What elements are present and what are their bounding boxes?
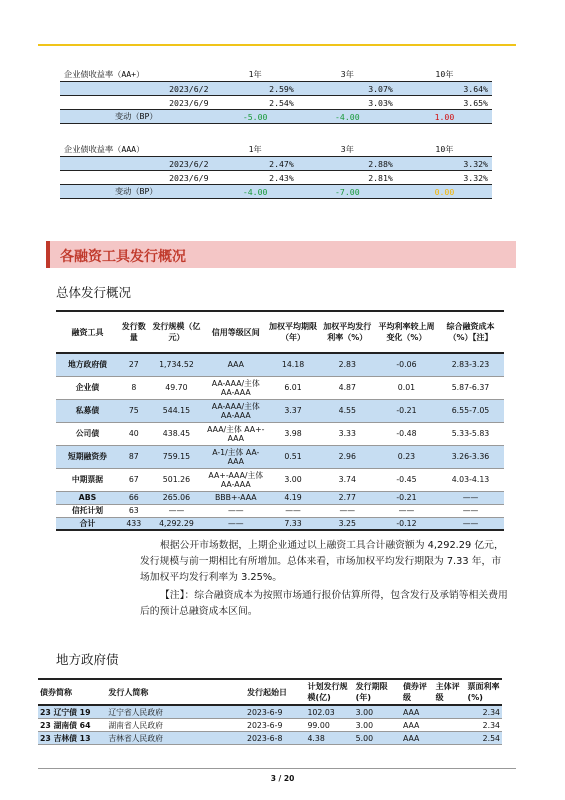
section-title: 各融资工具发行概况 [60,249,186,265]
col-1y: 1年 [213,68,298,82]
table-cell: 3.26-3.36 [437,445,504,468]
table-cell: AAA/主体 AA+-AAA [204,422,267,445]
col-10y: 10年 [397,143,492,157]
table-cell: 14.18 [267,353,318,376]
col-1y: 1年 [213,143,298,157]
col-header: 加权平均发行利率（%） [323,322,372,342]
table-cell: 2023-6-8 [245,732,305,745]
table-cell: 3.00 [354,719,401,732]
table-cell: AAA [401,705,434,719]
change-row: 变动（BP） -5.00 -4.00 1.00 [60,110,492,124]
table-cell: —— [437,504,504,517]
table-cell: 49.70 [149,376,205,399]
table-cell: -0.06 [376,353,437,376]
table-cell [434,719,466,732]
table-cell: —— [267,504,318,517]
table-row [38,705,502,719]
table-row: 2023/6/9 2.54% 3.03% 3.65% [60,96,492,110]
table-cell: 8 [119,376,149,399]
table-cell: 2023-6-9 [245,719,305,732]
table-cell: -0.12 [376,517,437,530]
local-gov-heading: 地方政府债 [56,652,119,667]
col-header: 发行期限(年) [355,682,388,702]
table-cell [434,732,466,745]
table-cell: 27 [119,353,149,376]
table-cell: AA+-AAA/主体 AA-AAA [204,468,267,491]
table-cell: AA-AAA/主体 AA-AAA [204,376,267,399]
table-cell: 2.77 [319,491,376,504]
table-row [56,517,504,530]
instrument-name: 地方政府债 [56,353,119,376]
section-banner [46,241,516,268]
table-row [56,468,504,491]
table-row [56,399,504,422]
instrument-name: 短期融资券 [56,445,119,468]
table-cell: 0.23 [376,445,437,468]
instrument-name: ABS [56,491,119,504]
table-row [56,504,504,517]
issuance-table [56,310,504,531]
page-number: 3 / 20 [270,774,295,783]
table-cell: 3.74 [319,468,376,491]
table-cell: 433 [119,517,149,530]
issuer-name: 吉林省人民政府 [106,732,245,745]
table-row [38,719,502,732]
table-cell: 2023-6-9 [245,705,305,719]
table-row [38,732,502,745]
instrument-name: 私募债 [56,399,119,422]
table-cell: 4.38 [305,732,353,745]
overview-heading: 总体发行概况 [56,285,132,300]
table-cell: —— [376,504,437,517]
table-cell: —— [319,504,376,517]
table-cell: —— [204,517,267,530]
table-cell: 6.01 [267,376,318,399]
col-header: 综合融资成本（%）【注】 [446,322,495,342]
table-cell: 438.45 [149,422,205,445]
col-header: 加权平均期限（年） [269,322,318,342]
table-cell: -0.48 [376,422,437,445]
table-cell: 102.03 [305,705,353,719]
table-cell: -0.21 [376,399,437,422]
table-cell: 4,292.29 [149,517,205,530]
col-header: 发行数量 [121,322,146,342]
table-cell: —— [149,504,205,517]
col-header: 发行人简称 [108,687,149,697]
table-cell: 6.55-7.05 [437,399,504,422]
col-header: 发行规模（亿元） [152,322,201,342]
yield-table-aa-plus [60,68,492,124]
bond-name: 23 辽宁债 19 [38,705,106,719]
col-header: 信用等级区间 [211,327,260,337]
table-row: 2023/6/2 2.47% 2.88% 3.32% [60,157,492,171]
col-header: 融资工具 [71,327,104,337]
instrument-name: 企业债 [56,376,119,399]
local-bond-table [38,678,502,745]
table-cell: BBB+-AAA [204,491,267,504]
table-cell: AA-AAA/主体 AA-AAA [204,399,267,422]
col-3y: 3年 [298,68,397,82]
col-header: 计划发行规模(亿) [307,682,348,702]
table-cell: -0.21 [376,491,437,504]
issuer-name: 湖南省人民政府 [106,719,245,732]
table-cell: 0.01 [376,376,437,399]
table-cell: —— [437,491,504,504]
table-cell: AAA [401,719,434,732]
table-cell: AAA [204,353,267,376]
footer-rule [38,768,516,769]
table-cell: 5.00 [354,732,401,745]
col-header: 发行起始日 [247,687,288,697]
table-cell: 75 [119,399,149,422]
table-row: 2023/6/9 2.43% 2.81% 3.32% [60,171,492,185]
col-header: 债券评级 [402,682,427,702]
table-cell: AAA [401,732,434,745]
col-3y: 3年 [298,143,397,157]
table-row [56,353,504,376]
table-cell: 2.34 [466,705,502,719]
table-cell: 1,734.52 [149,353,205,376]
table-cell: 4.19 [267,491,318,504]
table-cell: 3.00 [354,705,401,719]
table-cell: 3.33 [319,422,376,445]
table-cell: 4.55 [319,399,376,422]
issuer-name: 辽宁省人民政府 [106,705,245,719]
bond-name: 23 湖南债 64 [38,719,106,732]
header-rule [38,44,516,46]
table-cell: 87 [119,445,149,468]
table-row: 2023/6/2 2.59% 3.07% 3.64% [60,82,492,96]
table-cell: 4.03-4.13 [437,468,504,491]
yield-table-aaa [60,143,492,199]
table-row [56,491,504,504]
col-header: 票面利率(%) [467,682,500,702]
table-cell: —— [437,517,504,530]
table-cell: 66 [119,491,149,504]
yield-title: 企业债收益率（AAA） [60,143,213,157]
col-header: 主体评级 [435,682,460,702]
table-row [56,376,504,399]
table-cell: 5.87-6.37 [437,376,504,399]
instrument-name: 合计 [56,517,119,530]
table-cell: 2.83-3.23 [437,353,504,376]
table-cell: 99.00 [305,719,353,732]
instrument-name: 公司债 [56,422,119,445]
table-cell: 2.54 [466,732,502,745]
table-cell: 67 [119,468,149,491]
table-cell: 759.15 [149,445,205,468]
col-10y: 10年 [397,68,492,82]
table-cell: 3.25 [319,517,376,530]
table-cell: 40 [119,422,149,445]
table-cell: 2.83 [319,353,376,376]
change-row: 变动（BP） -4.00 -7.00 0.00 [60,185,492,199]
table-cell: 3.37 [267,399,318,422]
table-cell: 7.33 [267,517,318,530]
table-cell: 265.06 [149,491,205,504]
table-cell: 63 [119,504,149,517]
bond-name: 23 吉林债 13 [38,732,106,745]
table-cell: —— [204,504,267,517]
note-paragraph: 【注】：综合融资成本为按照市场通行报价估算所得，包含发行及承销等相关费用后的预计总融资成本区间。 [140,590,508,617]
table-cell: 5.33-5.83 [437,422,504,445]
table-cell: -0.45 [376,468,437,491]
table-cell: A-1/主体 AA-AAA [204,445,267,468]
table-cell: 501.26 [149,468,205,491]
table-cell: 3.98 [267,422,318,445]
table-cell: 3.00 [267,468,318,491]
col-header: 债券简称 [40,687,72,697]
instrument-name: 信托计划 [56,504,119,517]
table-cell [434,705,466,719]
table-row [56,422,504,445]
table-row [56,445,504,468]
table-cell: 2.96 [319,445,376,468]
instrument-name: 中期票据 [56,468,119,491]
col-header: 平均利率较上周变化（%） [378,322,435,342]
summary-paragraph: 根据公开市场数据，上期企业通过以上融资工具合计融资额为 4,292.29 亿元，发行规模与前一期相比有所增加。总体来看，市场加权平均发行期限为 7.33 年，市场加权平均发行利率为 3.25%。 [140,540,504,583]
table-cell: 2.34 [466,719,502,732]
table-cell: 4.87 [319,376,376,399]
table-cell: 544.15 [149,399,205,422]
yield-title: 企业债收益率（AA+） [60,68,213,82]
table-cell: 0.51 [267,445,318,468]
